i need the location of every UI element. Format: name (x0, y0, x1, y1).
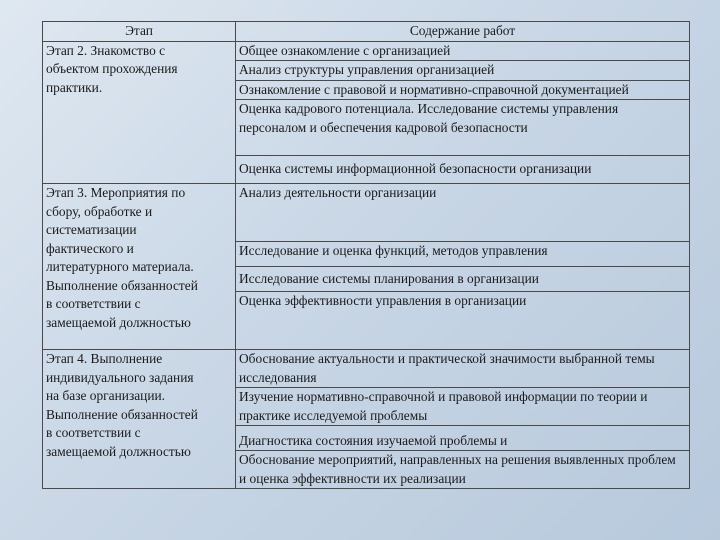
stage4-line: в соответствии с (46, 425, 141, 440)
stage2-item: Ознакомление с правовой и нормативно-справочной документацией (236, 80, 690, 100)
stage3-item: Исследование системы планирования в организации (236, 267, 690, 292)
stage2-row (43, 41, 690, 61)
stage3-line: литературного материала. (46, 259, 194, 274)
stage2-item: Оценка кадрового потенциала. Исследование системы управления персоналом и обеспечения кадровой безопасности (236, 100, 690, 156)
stage2-item: Общее ознакомление с организацией (236, 41, 690, 61)
stage3-item: Исследование и оценка функций, методов управления (236, 242, 690, 267)
stage3-line: систематизации (46, 222, 137, 237)
stage3-line: Выполнение обязанностей (46, 277, 198, 293)
stage4-item: Диагностика состояния изучаемой проблемы и (236, 426, 690, 451)
stage4-item: Обоснование актуальности и практической значимости выбранной темы исследования (236, 350, 690, 388)
stage4-cell (43, 350, 236, 489)
stage4-line: Выполнение обязанностей (46, 406, 198, 422)
stage3-line: сбору, обработке и (46, 203, 153, 219)
stage3-line: в соответствии с (46, 296, 141, 311)
stage3-cell (43, 184, 236, 350)
stage4-item: Изучение нормативно-справочной и правовой информации по теории и практике исследуемой проблемы (236, 388, 690, 426)
stage3-line: фактического и (46, 240, 134, 256)
header-stage: Этап (43, 22, 236, 42)
stage3-item: Анализ деятельности организации (236, 184, 690, 242)
stage4-item: Обоснование мероприятий, направленных на решения выявленных проблем и оценка эффективности их реализации (236, 451, 690, 489)
stage2-item: Анализ структуры управления организацией (236, 61, 690, 81)
stage3-line: замещаемой должностью (46, 314, 191, 330)
stage4-line: замещаемой должностью (46, 443, 191, 459)
stage2-line: Этап 2. Знакомство с (46, 42, 166, 58)
stage3-row (43, 184, 690, 242)
stage2-line: объектом прохождения (46, 61, 178, 76)
stage4-line: индивидуального задания (46, 369, 194, 385)
stages-table (42, 21, 690, 489)
header-content: Содержание работ (236, 22, 690, 42)
stage2-line: практики. (46, 79, 103, 95)
stage2-cell (43, 41, 236, 184)
header-row (43, 22, 690, 42)
stage3-line: Этап 3. Мероприятия по (46, 185, 186, 200)
stage2-item: Оценка системы информационной безопасности организации (236, 156, 690, 184)
stage4-row (43, 350, 690, 388)
stage3-item: Оценка эффективности управления в организации (236, 292, 690, 350)
stage4-line: на базе организации. (46, 388, 166, 403)
stage4-line: Этап 4. Выполнение (46, 351, 163, 366)
